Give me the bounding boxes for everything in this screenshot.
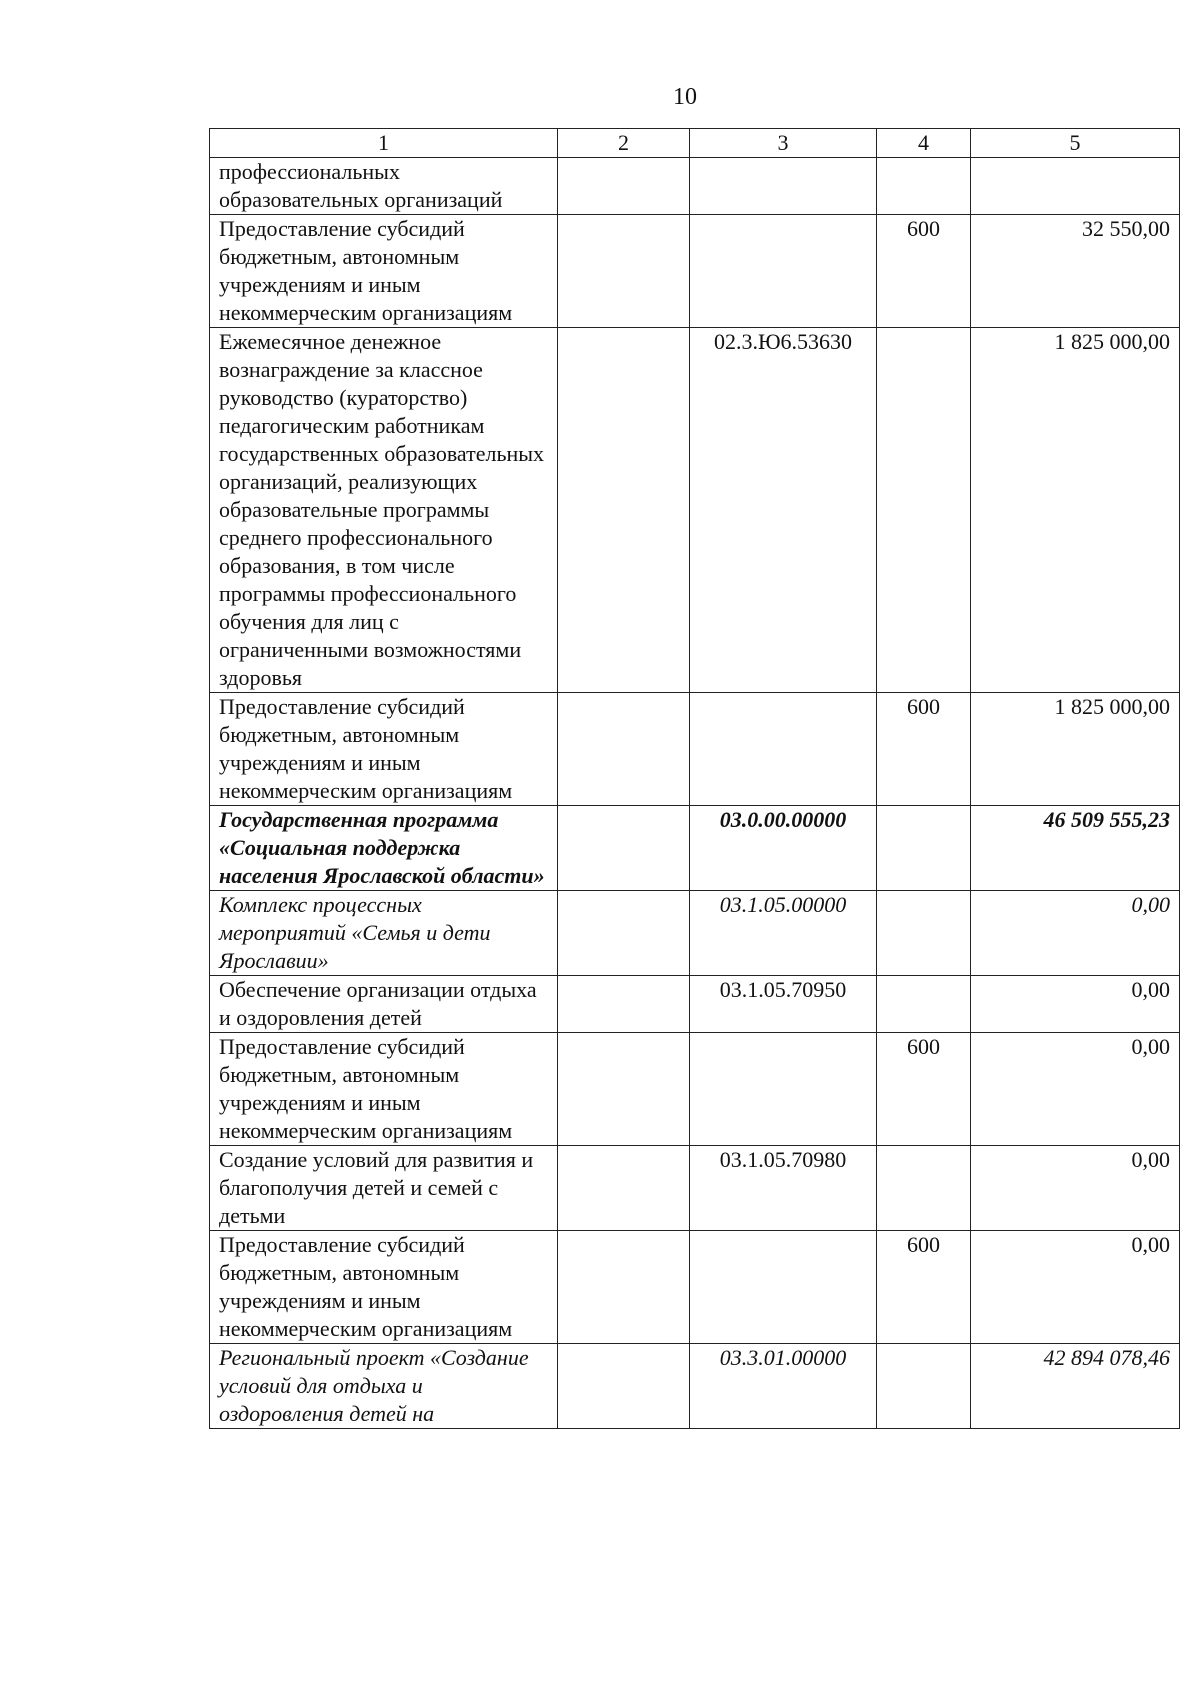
row-amount-cell: 0,00 (971, 891, 1180, 976)
row-code-cell: 03.1.05.00000 (690, 891, 877, 976)
column-header-5: 5 (971, 129, 1180, 158)
column-header-3: 3 (690, 129, 877, 158)
table-row (210, 806, 1180, 891)
row-expense-type-cell: 600 (877, 693, 971, 806)
row-name-cell: профессиональных образовательных организаций (210, 158, 558, 215)
row-amount-cell: 42 894 078,46 (971, 1344, 1180, 1429)
row-expense-type-cell: 600 (877, 215, 971, 328)
row-code-cell: 03.1.05.70980 (690, 1146, 877, 1231)
row-name-cell: Обеспечение организации отдыха и оздоровления детей (210, 976, 558, 1033)
row-col2-cell (558, 891, 690, 976)
row-name-cell: Комплекс процессных мероприятий «Семья и дети Ярославии» (210, 891, 558, 976)
table-row (210, 1231, 1180, 1344)
row-expense-type-cell: 600 (877, 1231, 971, 1344)
row-name-cell: Ежемесячное денежное вознаграждение за классное руководство (кураторство) педагогическим работникам государственных образовательных организаций, реализующих образовательные программы среднего профессионального образования, в том числе программы профессионального обучения для лиц с ограниченными возможностями здоровья (210, 328, 558, 693)
row-code-cell (690, 693, 877, 806)
table-row (210, 158, 1180, 215)
row-amount-cell: 0,00 (971, 1146, 1180, 1231)
row-expense-type-cell (877, 328, 971, 693)
row-amount-cell (971, 158, 1180, 215)
row-code-cell (690, 158, 877, 215)
table-row (210, 976, 1180, 1033)
row-name-cell: Предоставление субсидий бюджетным, автономным учреждениям и иным некоммерческим организациям (210, 693, 558, 806)
row-name-cell: Региональный проект «Создание условий для отдыха и оздоровления детей на (210, 1344, 558, 1429)
row-expense-type-cell (877, 158, 971, 215)
row-amount-cell: 0,00 (971, 976, 1180, 1033)
row-amount-cell: 46 509 555,23 (971, 806, 1180, 891)
table-row (210, 328, 1180, 693)
row-name-cell: Создание условий для развития и благополучия детей и семей с детьми (210, 1146, 558, 1231)
row-col2-cell (558, 1033, 690, 1146)
page-number: 10 (673, 84, 697, 110)
row-code-cell (690, 1033, 877, 1146)
row-col2-cell (558, 1344, 690, 1429)
row-col2-cell (558, 693, 690, 806)
row-expense-type-cell (877, 976, 971, 1033)
row-amount-cell: 1 825 000,00 (971, 328, 1180, 693)
row-name-cell: Предоставление субсидий бюджетным, автономным учреждениям и иным некоммерческим организациям (210, 1231, 558, 1344)
row-col2-cell (558, 215, 690, 328)
row-col2-cell (558, 1231, 690, 1344)
column-header-4: 4 (877, 129, 971, 158)
header-row (210, 129, 1180, 158)
row-expense-type-cell (877, 1344, 971, 1429)
row-code-cell (690, 215, 877, 328)
table-row (210, 693, 1180, 806)
row-code-cell (690, 1231, 877, 1344)
row-amount-cell: 32 550,00 (971, 215, 1180, 328)
row-expense-type-cell (877, 806, 971, 891)
row-col2-cell (558, 976, 690, 1033)
column-header-1: 1 (210, 129, 558, 158)
row-code-cell: 03.1.05.70950 (690, 976, 877, 1033)
row-name-cell: Предоставление субсидий бюджетным, автономным учреждениям и иным некоммерческим организациям (210, 1033, 558, 1146)
table-row (210, 1033, 1180, 1146)
table-row (210, 1344, 1180, 1429)
table-row (210, 891, 1180, 976)
row-amount-cell: 0,00 (971, 1033, 1180, 1146)
row-amount-cell: 1 825 000,00 (971, 693, 1180, 806)
row-amount-cell: 0,00 (971, 1231, 1180, 1344)
row-code-cell: 03.3.01.00000 (690, 1344, 877, 1429)
budget-table (209, 128, 1180, 1429)
column-header-2: 2 (558, 129, 690, 158)
row-col2-cell (558, 806, 690, 891)
row-col2-cell (558, 328, 690, 693)
row-col2-cell (558, 1146, 690, 1231)
row-code-cell: 02.3.Ю6.53630 (690, 328, 877, 693)
row-expense-type-cell: 600 (877, 1033, 971, 1146)
row-name-cell: Государственная программа «Социальная поддержка населения Ярославской области» (210, 806, 558, 891)
row-code-cell: 03.0.00.00000 (690, 806, 877, 891)
table-body (210, 158, 1180, 1429)
row-col2-cell (558, 158, 690, 215)
table-row (210, 1146, 1180, 1231)
row-expense-type-cell (877, 891, 971, 976)
row-expense-type-cell (877, 1146, 971, 1231)
row-name-cell: Предоставление субсидий бюджетным, автономным учреждениям и иным некоммерческим организациям (210, 215, 558, 328)
table-row (210, 215, 1180, 328)
